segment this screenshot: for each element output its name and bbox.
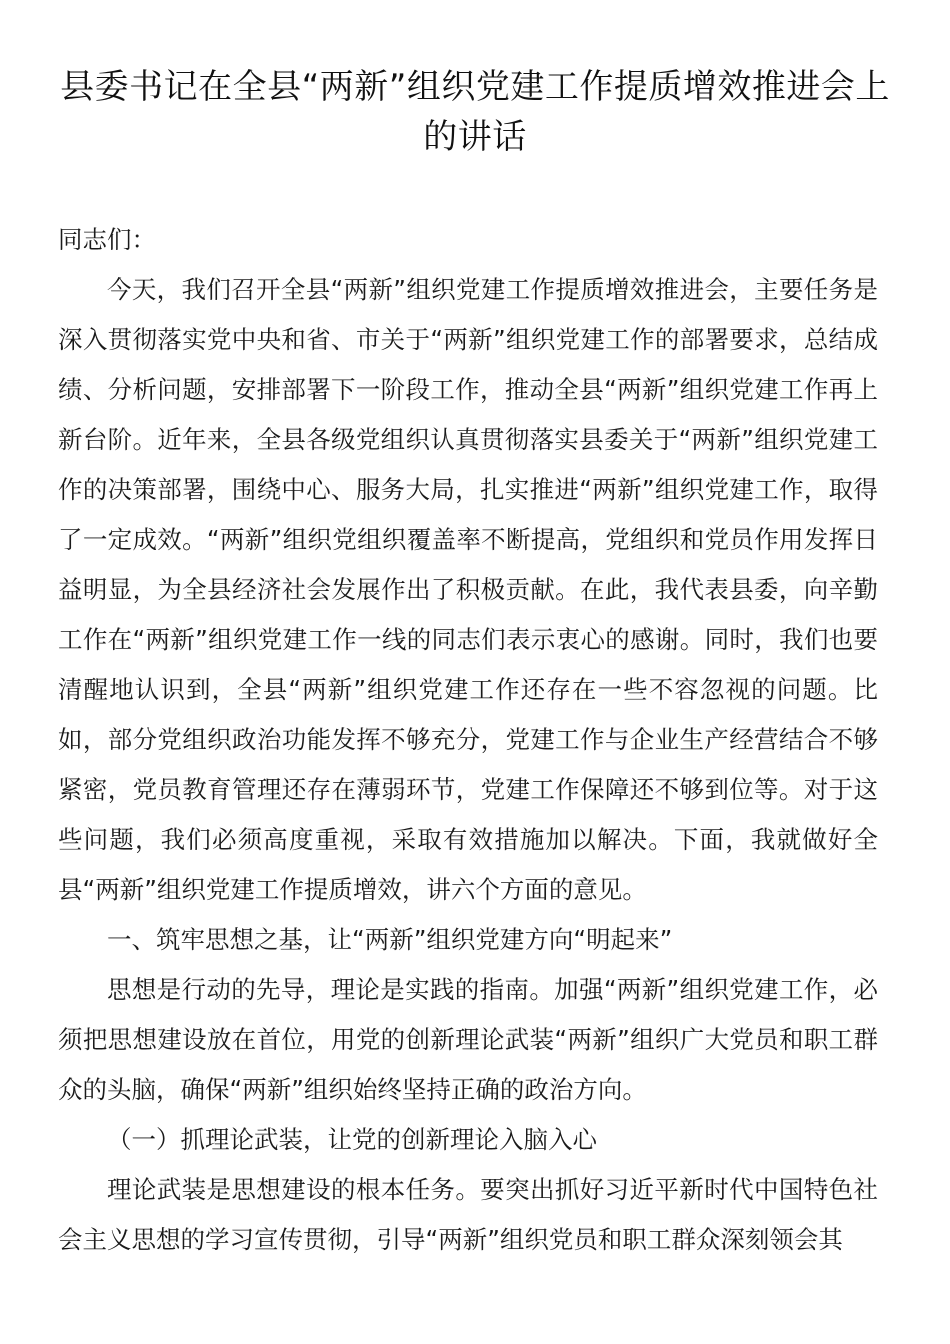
paragraph-intro: 今天，我们召开全县“两新”组织党建工作提质增效推进会，主要任务是深入贯彻落实党中央和省、市关于“两新”组织党建工作的部署要求，总结成绩、分析问题，安排部署下一阶段工作，推动全县“两新”组织党建工作再上新台阶。近年来，全县各级党组织认真贯彻落实县委关于“两新”组织党建工作的决策部署，围绕中心、服务大局，扎实推进“两新”组织党建工作，取得了一定成效。“两新”组织党组织覆盖率不断提高，党组织和党员作用发挥日益明显，为全县经济社会发展作出了积极贡献。在此，我代表县委，向辛勤工作在“两新”组织党建工作一线的同志们表示衷心的感谢。同时，我们也要清醒地认识到，全县“两新”组织党建工作还存在一些不容忽视的问题。比如，部分党组织政治功能发挥不够充分，党建工作与企业生产经营结合不够紧密，党员教育管理还存在薄弱环节，党建工作保障还不够到位等。对于这些问题，我们必须高度重视，采取有效措施加以解决。下面，我就做好全县“两新”组织党建工作提质增效，讲六个方面的意见。: [58, 275, 878, 904]
subsection-heading-1: （一）抓理论武装，让党的创新理论入脑入心: [107, 1125, 597, 1154]
salutation: 同志们：: [58, 225, 156, 254]
paragraph-subsection-1: 理论武装是思想建设的根本任务。要突出抓好习近平新时代中国特色社会主义思想的学习宣传贯彻，引导“两新”组织党员和职工群众深刻领会其: [58, 1175, 878, 1254]
document-body: [58, 215, 878, 1265]
paragraph-section-1: 思想是行动的先导，理论是实践的指南。加强“两新”组织党建工作，必须把思想建设放在首位，用党的创新理论武装“两新”组织广大党员和职工群众的头脑，确保“两新”组织始终坚持正确的政治方向。: [58, 975, 878, 1104]
section-heading-1: 一、筑牢思想之基，让“两新”组织党建方向“明起来”: [107, 925, 673, 954]
document-title: 县委书记在全县“两新”组织党建工作提质增效推进会上的讲话: [60, 67, 890, 157]
